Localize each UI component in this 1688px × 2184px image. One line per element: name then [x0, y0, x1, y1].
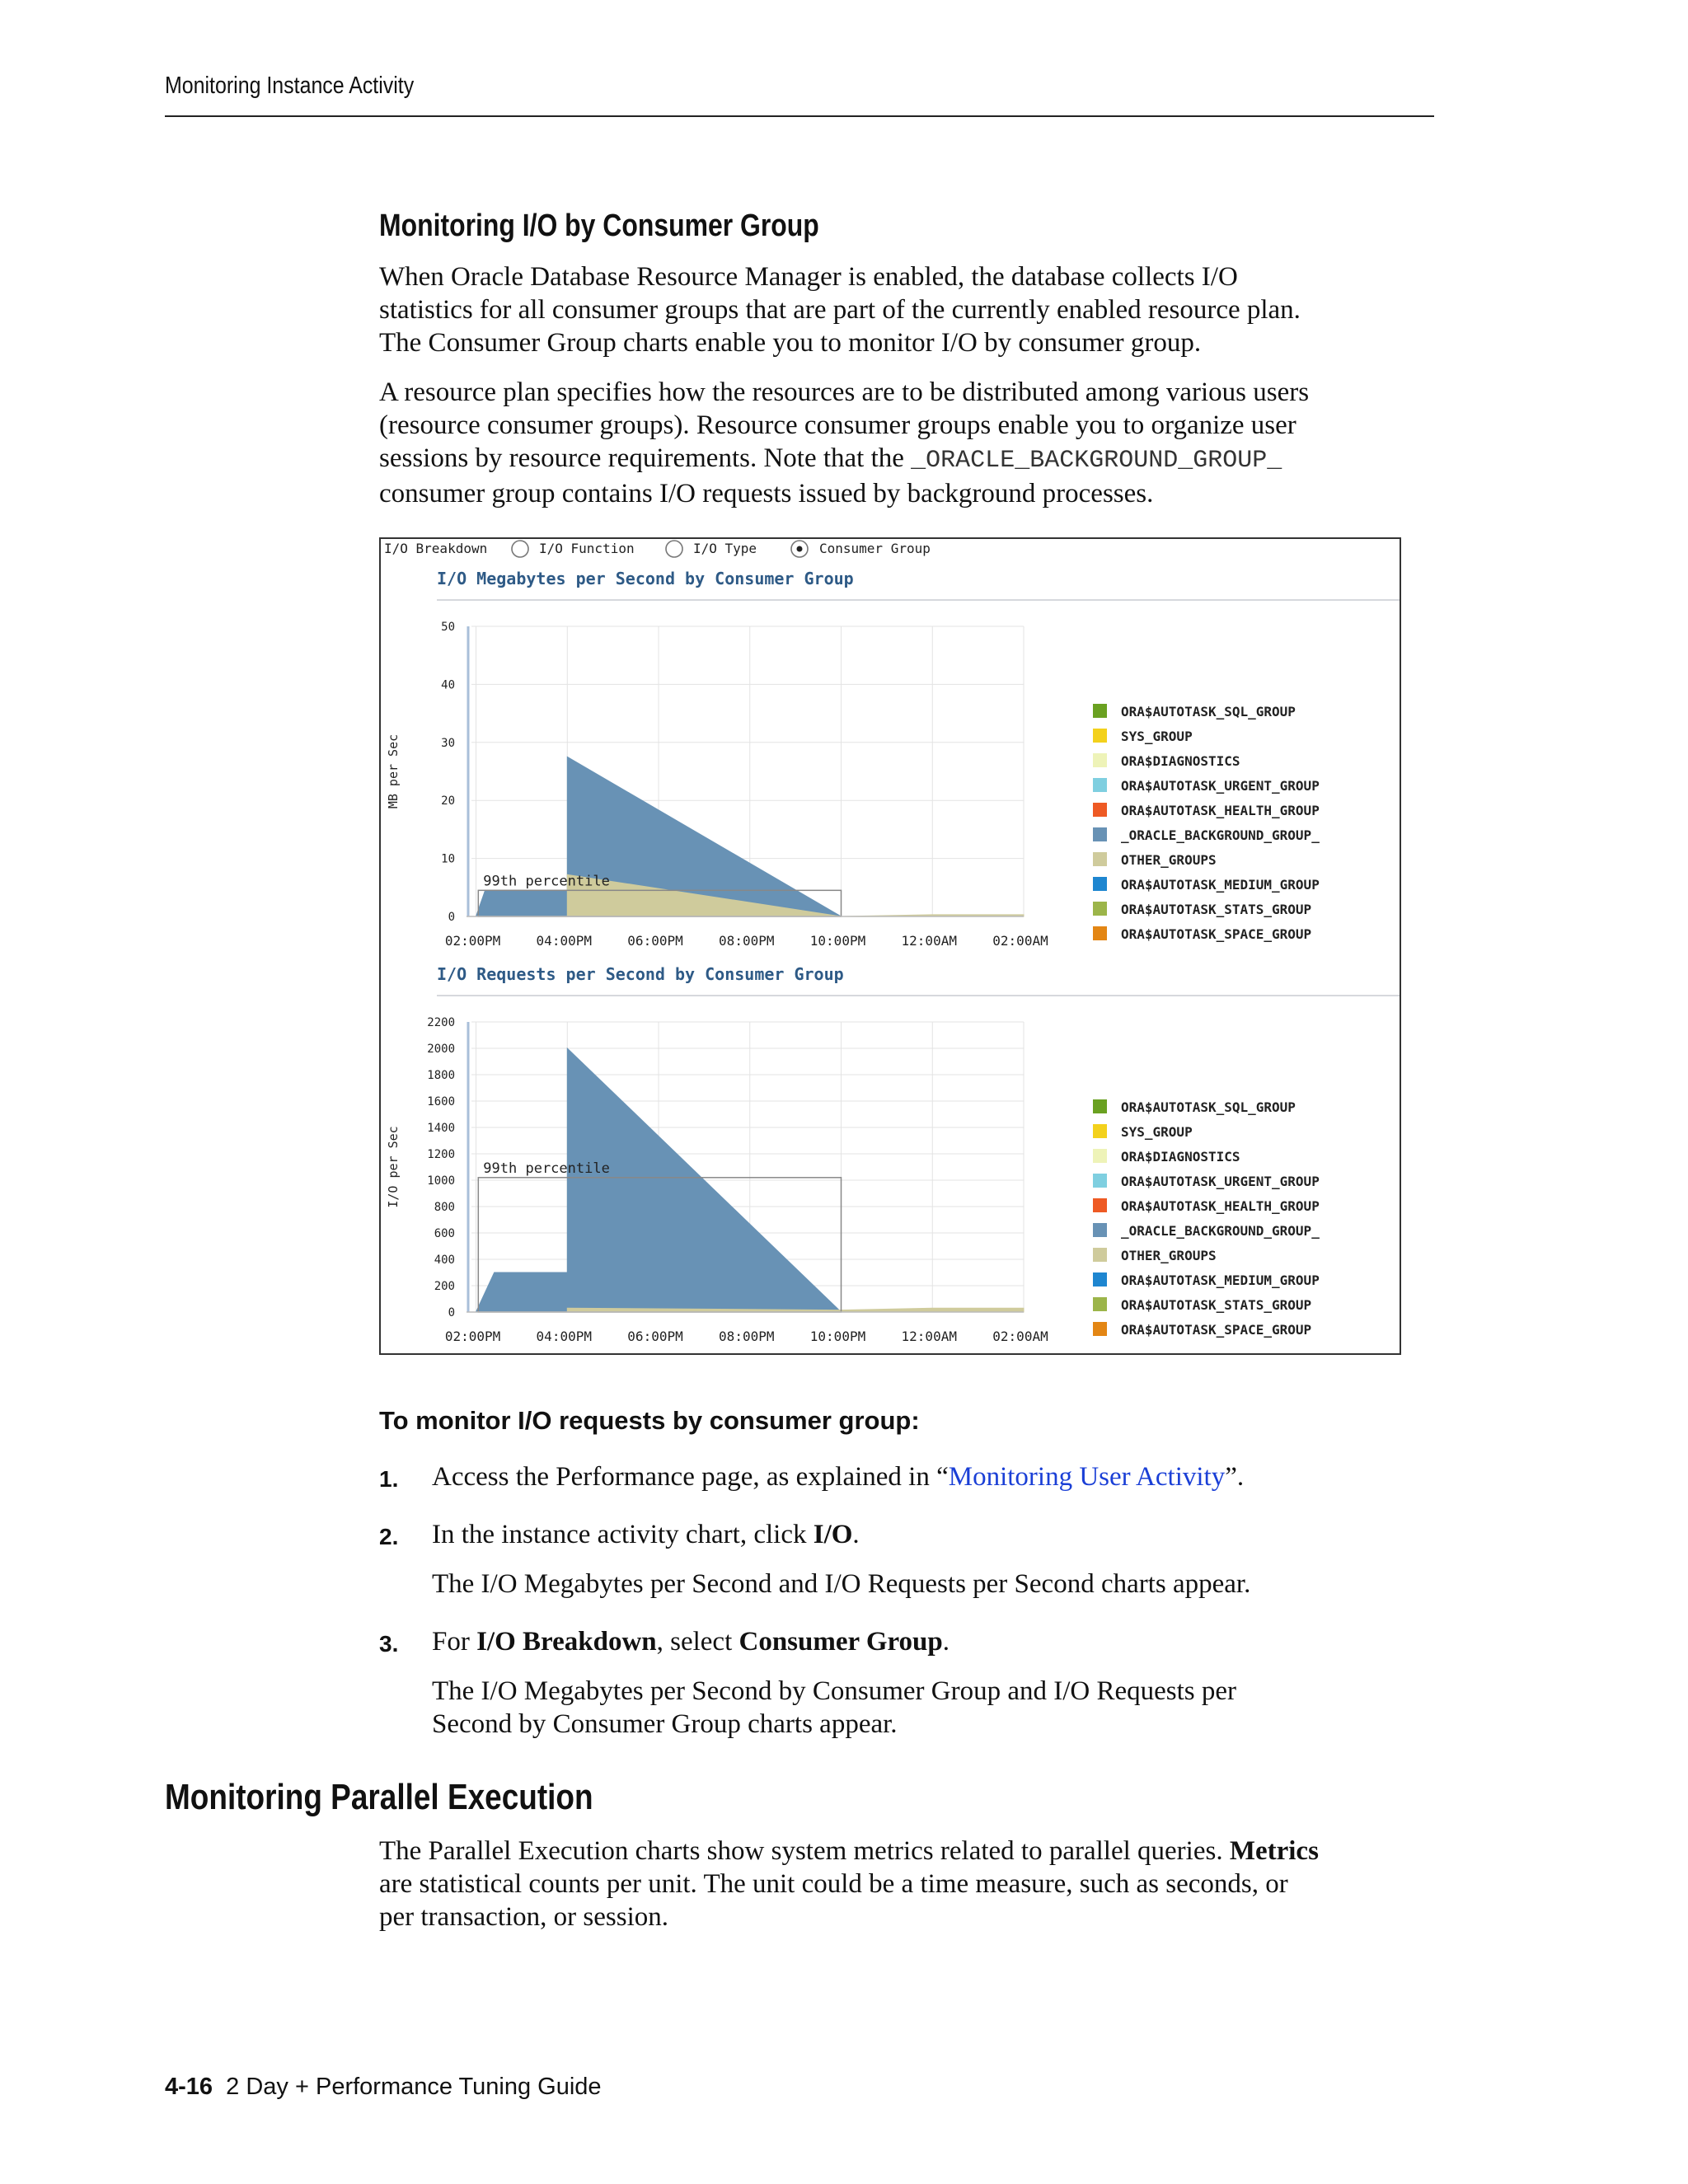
x-tick-label: 08:00PM [719, 933, 775, 949]
legend-swatch [1093, 1198, 1107, 1212]
plan-line-3-text: sessions by resource requirements. Note that the [379, 443, 912, 473]
legend-label: ORA$AUTOTASK_STATS_GROUP [1121, 1297, 1312, 1313]
legend-swatch [1093, 877, 1107, 891]
legend-swatch [1093, 729, 1107, 743]
legend-label: _ORACLE_BACKGROUND_GROUP_ [1121, 1223, 1320, 1239]
legend-swatch [1093, 1322, 1107, 1336]
io-breakdown-label: I/O Breakdown [384, 541, 488, 556]
radio-io-type-label[interactable]: I/O Type [693, 541, 757, 556]
intro-line-3: The Consumer Group charts enable you to monitor I/O by consumer group. [379, 328, 1202, 358]
legend-label: ORA$AUTOTASK_MEDIUM_GROUP [1121, 877, 1320, 893]
consumer-group-charts-figure [379, 537, 1401, 1355]
legend-label: ORA$AUTOTASK_HEALTH_GROUP [1121, 803, 1320, 818]
x-tick-label: 10:00PM [809, 1329, 866, 1344]
y-tick-label: 1800 [427, 1069, 455, 1082]
legend-label: ORA$AUTOTASK_HEALTH_GROUP [1121, 1198, 1320, 1214]
legend-label: ORA$DIAGNOSTICS [1121, 1149, 1240, 1165]
plan-line-3 [379, 442, 1451, 477]
x-tick-label: 02:00AM [992, 933, 1048, 949]
legend-label: OTHER_GROUPS [1121, 1248, 1217, 1263]
legend-label: ORA$AUTOTASK_MEDIUM_GROUP [1121, 1272, 1320, 1288]
parallel-line-1 [379, 1835, 1451, 1868]
step-1-pre: Access the Performance page, as explained in “ [432, 1462, 949, 1492]
y-axis-label: MB per Sec [386, 733, 401, 809]
y-tick-label: 600 [434, 1227, 455, 1240]
y-tick-label: 2200 [427, 1016, 455, 1029]
y-tick-label: 10 [441, 852, 455, 866]
legend-swatch [1093, 926, 1107, 940]
step-3-bold-io-breakdown: I/O Breakdown [476, 1627, 657, 1657]
x-tick-label: 06:00PM [627, 933, 683, 949]
step-2-bold-io: I/O [813, 1520, 853, 1549]
radio-io-function-label[interactable]: I/O Function [539, 541, 635, 556]
x-tick-label: 12:00AM [901, 1329, 957, 1344]
legend-swatch [1093, 902, 1107, 916]
percentile-label: 99th percentile [483, 873, 610, 890]
percentile-label: 99th percentile [483, 1160, 610, 1177]
y-tick-label: 1000 [427, 1174, 455, 1188]
legend-label: ORA$DIAGNOSTICS [1121, 753, 1240, 769]
legend-swatch [1093, 1248, 1107, 1262]
step-1-number: 1. [379, 1466, 399, 1492]
y-tick-label: 40 [441, 678, 455, 692]
step-2-result: The I/O Megabytes per Second and I/O Requests per Second charts appear. [432, 1569, 1251, 1599]
y-tick-label: 2000 [427, 1043, 455, 1056]
legend-label: ORA$AUTOTASK_SPACE_GROUP [1121, 1322, 1312, 1338]
legend-label: ORA$AUTOTASK_SQL_GROUP [1121, 1099, 1296, 1115]
x-tick-label: 02:00PM [444, 933, 501, 949]
step-2-number: 2. [379, 1524, 399, 1549]
radio-io-type-circle[interactable] [666, 541, 682, 557]
legend-swatch [1093, 852, 1107, 866]
y-tick-label: 800 [434, 1201, 455, 1214]
chart-title: I/O Requests per Second by Consumer Group [437, 964, 844, 984]
page-footer [165, 2074, 602, 2101]
link-monitoring-user-activity[interactable]: Monitoring User Activity [948, 1462, 1226, 1492]
legend-label: ORA$AUTOTASK_URGENT_GROUP [1121, 1174, 1320, 1189]
parallel-line-3: per transaction, or session. [379, 1902, 668, 1932]
legend-swatch [1093, 1174, 1107, 1188]
radio-consumer-group-dot [797, 546, 803, 552]
y-tick-label: 20 [441, 794, 455, 808]
step-2-pre: In the instance activity chart, click [432, 1520, 814, 1549]
chart-title: I/O Megabytes per Second by Consumer Group [437, 569, 854, 588]
legend-swatch [1093, 1099, 1107, 1113]
y-axis-label: I/O per Sec [386, 1126, 401, 1208]
y-tick-label: 1200 [427, 1148, 455, 1161]
legend-label: OTHER_GROUPS [1121, 852, 1217, 868]
x-tick-label: 04:00PM [536, 933, 592, 949]
step-3-mid: , select [656, 1627, 739, 1657]
legend-label: ORA$AUTOTASK_SQL_GROUP [1121, 704, 1296, 719]
intro-line-1: When Oracle Database Resource Manager is enabled, the database collects I/O [379, 262, 1238, 292]
legend-swatch [1093, 1272, 1107, 1286]
footer-page-number: 4-16 [165, 2074, 213, 2100]
x-tick-label: 08:00PM [719, 1329, 775, 1344]
legend-swatch [1093, 704, 1107, 718]
radio-io-function-circle[interactable] [512, 541, 528, 557]
step-3-pre: For [432, 1627, 477, 1657]
legend-swatch [1093, 778, 1107, 792]
y-tick-label: 200 [434, 1280, 455, 1293]
y-tick-label: 30 [441, 736, 455, 750]
parallel-line-2: are statistical counts per unit. The unit could be a time measure, such as seconds, or [379, 1869, 1288, 1899]
step-3-post: . [942, 1627, 950, 1657]
legend-label: _ORACLE_BACKGROUND_GROUP_ [1121, 827, 1320, 843]
step-3-result-line-2: Second by Consumer Group charts appear. [432, 1709, 898, 1739]
x-tick-label: 12:00AM [901, 933, 957, 949]
running-head: Monitoring Instance Activity [165, 73, 415, 99]
y-tick-label: 50 [441, 621, 455, 634]
resource-plan-paragraph [379, 376, 1451, 510]
x-tick-label: 04:00PM [536, 1329, 592, 1344]
x-tick-label: 02:00AM [992, 1329, 1048, 1344]
legend-label: SYS_GROUP [1121, 729, 1193, 744]
section-title-parallel-execution: Monitoring Parallel Execution [165, 1777, 593, 1817]
legend-swatch [1093, 753, 1107, 767]
section-title-io-consumer-group: Monitoring I/O by Consumer Group [379, 209, 819, 243]
legend-swatch [1093, 827, 1107, 841]
plan-line-1: A resource plan specifies how the resources are to be distributed among various users [379, 377, 1310, 407]
legend-swatch [1093, 1297, 1107, 1311]
plan-line-4: consumer group contains I/O requests issued by background processes. [379, 479, 1154, 509]
x-tick-label: 06:00PM [627, 1329, 683, 1344]
legend-swatch [1093, 803, 1107, 817]
y-tick-label: 1600 [427, 1095, 455, 1108]
parallel-execution-paragraph [379, 1835, 1451, 1933]
step-3-text [432, 1625, 950, 1658]
y-tick-label: 0 [448, 1306, 455, 1319]
legend-label: SYS_GROUP [1121, 1124, 1193, 1140]
step-1-text [432, 1460, 1244, 1493]
radio-io-type[interactable] [666, 541, 757, 557]
legend-swatch [1093, 1149, 1107, 1163]
y-tick-label: 0 [448, 911, 455, 924]
step-1-post: ”. [1225, 1462, 1245, 1492]
legend-swatch [1093, 1124, 1107, 1138]
step-3-result-line-1: The I/O Megabytes per Second by Consumer Group and I/O Requests per [432, 1676, 1237, 1706]
legend-label: ORA$AUTOTASK_SPACE_GROUP [1121, 926, 1312, 942]
legend-label: ORA$AUTOTASK_URGENT_GROUP [1121, 778, 1320, 794]
intro-line-2: statistics for all consumer groups that are part of the currently enabled resource plan. [379, 295, 1301, 325]
radio-consumer-group-label[interactable]: Consumer Group [819, 541, 931, 556]
parallel-bold-metrics: Metrics [1229, 1836, 1319, 1866]
parallel-line-1-text: The Parallel Execution charts show system metrics related to parallel queries. [379, 1836, 1230, 1866]
step-2-text [432, 1518, 860, 1551]
step-2-post: . [852, 1520, 860, 1549]
legend-label: ORA$AUTOTASK_STATS_GROUP [1121, 902, 1312, 917]
legend-swatch [1093, 1223, 1107, 1237]
y-tick-label: 400 [434, 1254, 455, 1267]
code-oracle-background-group: _ORACLE_BACKGROUND_GROUP_ [911, 447, 1282, 475]
plan-line-2: (resource consumer groups). Resource consumer groups enable you to organize user [379, 410, 1296, 440]
footer-book-title: 2 Day + Performance Tuning Guide [226, 2074, 602, 2100]
header-rule [165, 115, 1434, 117]
x-tick-label: 10:00PM [809, 933, 866, 949]
step-3-bold-consumer-group: Consumer Group [738, 1627, 943, 1657]
step-3-number: 3. [379, 1631, 399, 1657]
procedure-heading: To monitor I/O requests by consumer group: [379, 1406, 920, 1435]
intro-paragraph [379, 260, 1451, 359]
x-tick-label: 02:00PM [444, 1329, 501, 1344]
y-tick-label: 1400 [427, 1122, 455, 1135]
